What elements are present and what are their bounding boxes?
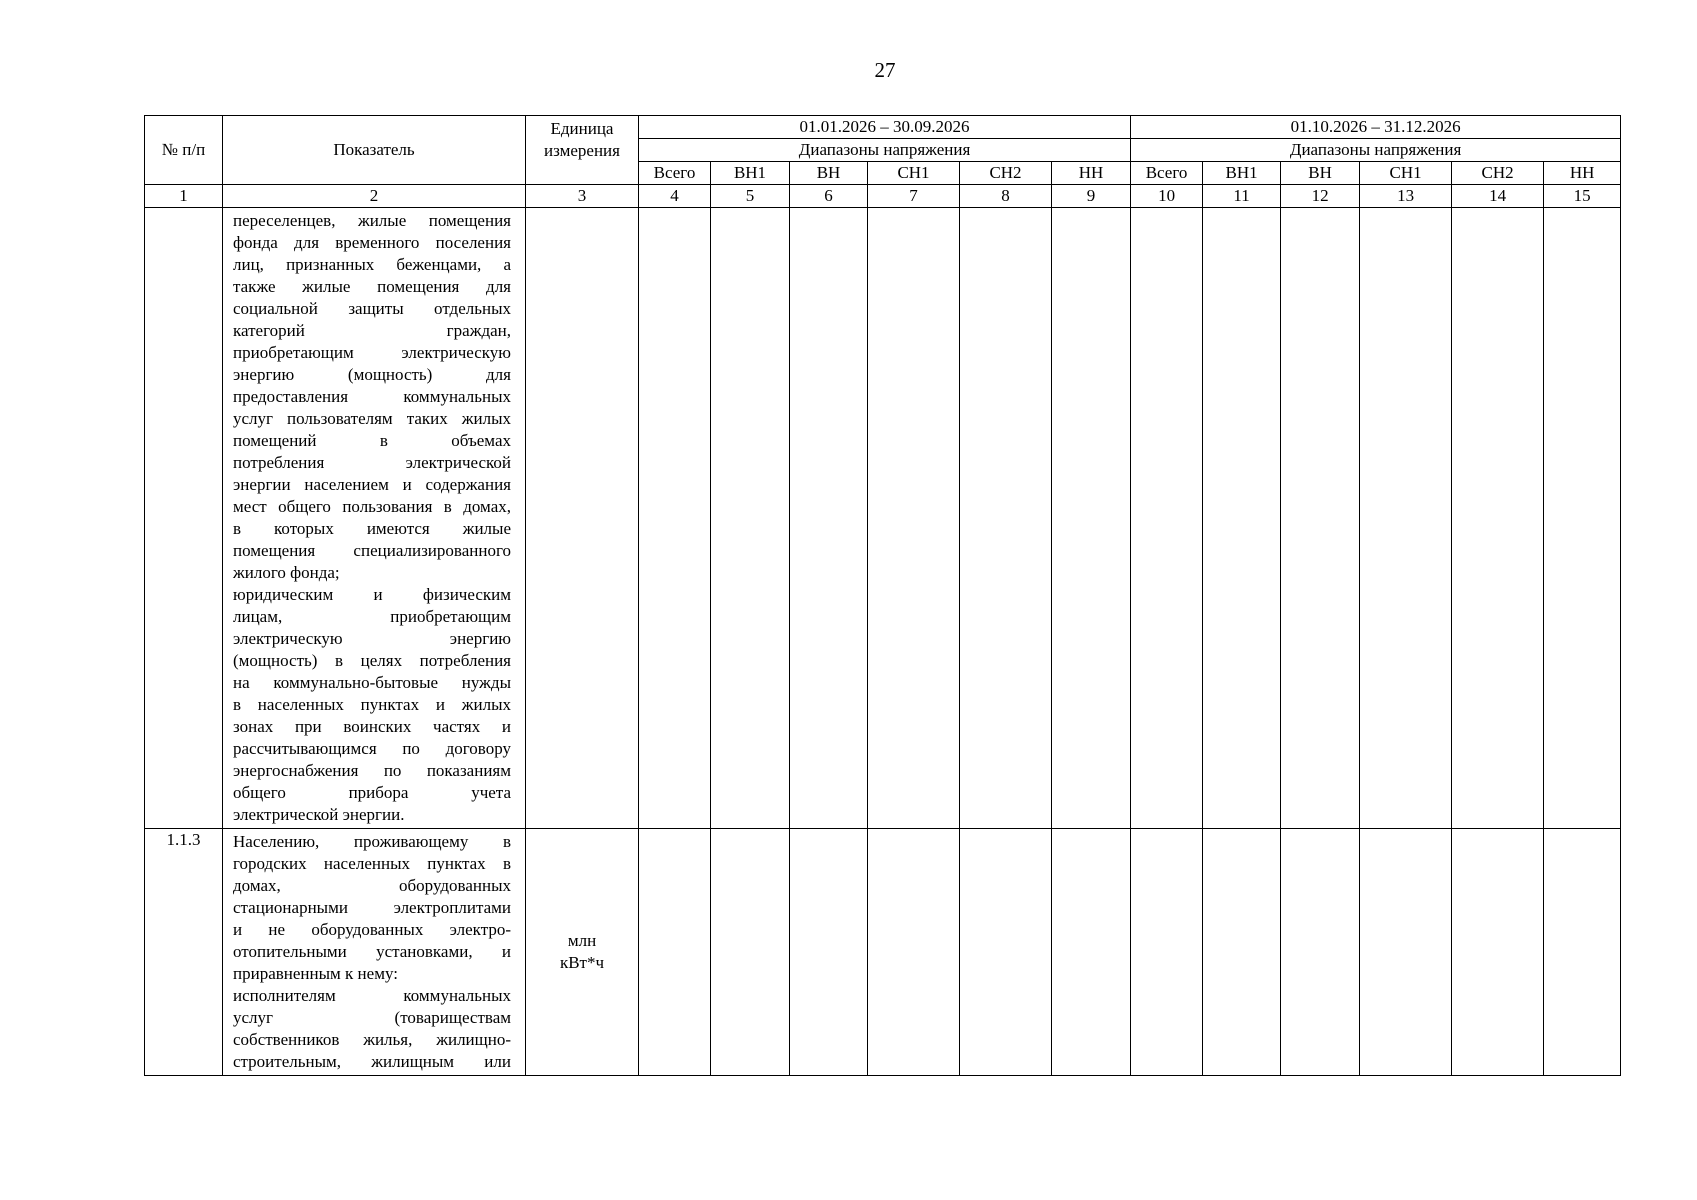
table-row bbox=[145, 829, 1621, 1076]
indicator-line: помещений в объемах bbox=[233, 431, 511, 450]
indicator-line: услуг (товариществам bbox=[233, 1008, 511, 1027]
value-cell bbox=[868, 829, 960, 1076]
value-cell bbox=[1281, 208, 1360, 829]
value-cell bbox=[1203, 208, 1281, 829]
indicator-line: переселенцев, жилые помещения bbox=[233, 211, 511, 230]
value-cell bbox=[1544, 208, 1621, 829]
indicator-line: в населенных пунктах и жилых bbox=[233, 695, 511, 714]
unit-cell bbox=[526, 208, 639, 829]
header-voltage-ranges-1: Диапазоны напряжения bbox=[639, 139, 1131, 162]
indicator-line: стационарными электроплитами bbox=[233, 898, 511, 917]
indicator-line: Населению, проживающему в bbox=[233, 832, 511, 851]
value-cell bbox=[1131, 208, 1203, 829]
indicator-line: лиц, признанных беженцами, а bbox=[233, 255, 511, 274]
value-cell bbox=[1281, 829, 1360, 1076]
value-cell bbox=[1360, 829, 1452, 1076]
indicator-line: энергии населением и содержания bbox=[233, 475, 511, 494]
value-cell bbox=[639, 208, 711, 829]
subcol-vn-2: ВН bbox=[1281, 162, 1360, 185]
unit-cell: млн кВт*ч bbox=[526, 829, 639, 1076]
subcol-sn2-2: СН2 bbox=[1452, 162, 1544, 185]
indicator-text bbox=[223, 208, 526, 829]
subcol-vn-1: ВН bbox=[790, 162, 868, 185]
indicator-line: общего прибора учета bbox=[233, 783, 511, 802]
column-number: 9 bbox=[1052, 185, 1131, 208]
value-cell bbox=[639, 829, 711, 1076]
indicator-line: электрической энергии. bbox=[233, 805, 405, 824]
indicator-line: домах, оборудованных bbox=[233, 876, 511, 895]
column-number: 12 bbox=[1281, 185, 1360, 208]
indicator-line: потребления электрической bbox=[233, 453, 511, 472]
value-cell bbox=[1544, 829, 1621, 1076]
value-cell bbox=[1052, 829, 1131, 1076]
header-col-unit: Единица измерения bbox=[526, 116, 639, 185]
tariff-table bbox=[144, 115, 1621, 1076]
column-number-row bbox=[145, 185, 1621, 208]
subcol-vn1-1: ВН1 bbox=[711, 162, 790, 185]
value-cell bbox=[1131, 829, 1203, 1076]
column-number: 8 bbox=[960, 185, 1052, 208]
column-number: 1 bbox=[145, 185, 223, 208]
row-number bbox=[145, 208, 223, 829]
column-number: 7 bbox=[868, 185, 960, 208]
indicator-line: на коммунально-бытовые нужды bbox=[233, 673, 511, 692]
subcol-total-2: Всего bbox=[1131, 162, 1203, 185]
column-number: 5 bbox=[711, 185, 790, 208]
subcol-nn-1: НН bbox=[1052, 162, 1131, 185]
indicator-line: помещения специализированного bbox=[233, 541, 511, 560]
row-number: 1.1.3 bbox=[145, 829, 223, 1076]
subcol-sn1-2: СН1 bbox=[1360, 162, 1452, 185]
indicator-line: строительным, жилищным или bbox=[233, 1052, 511, 1071]
header-period-1: 01.01.2026 – 30.09.2026 bbox=[639, 116, 1131, 139]
indicator-line: и не оборудованных электро- bbox=[233, 920, 511, 939]
value-cell bbox=[1452, 208, 1544, 829]
indicator-line: (мощность) в целях потребления bbox=[233, 651, 511, 670]
column-number: 3 bbox=[526, 185, 639, 208]
value-cell bbox=[1203, 829, 1281, 1076]
value-cell bbox=[1360, 208, 1452, 829]
column-number: 10 bbox=[1131, 185, 1203, 208]
indicator-line: юридическим и физическим bbox=[233, 585, 511, 604]
header-col-no: № п/п bbox=[145, 116, 223, 185]
column-number: 13 bbox=[1360, 185, 1452, 208]
subcol-sn2-1: СН2 bbox=[960, 162, 1052, 185]
subcol-nn-2: НН bbox=[1544, 162, 1621, 185]
indicator-line: энергию (мощность) для bbox=[233, 365, 511, 384]
indicator-line: отопительными установками, и bbox=[233, 942, 511, 961]
value-cell bbox=[790, 829, 868, 1076]
indicator-line: рассчитывающимся по договору bbox=[233, 739, 511, 758]
value-cell bbox=[960, 829, 1052, 1076]
indicator-text bbox=[223, 829, 526, 1076]
column-number: 4 bbox=[639, 185, 711, 208]
indicator-line: зонах при воинских частях и bbox=[233, 717, 511, 736]
indicator-line: предоставления коммунальных bbox=[233, 387, 511, 406]
subcol-total-1: Всего bbox=[639, 162, 711, 185]
indicator-line: собственников жилья, жилищно- bbox=[233, 1030, 511, 1049]
header-period-2: 01.10.2026 – 31.12.2026 bbox=[1131, 116, 1621, 139]
indicator-line: энергоснабжения по показаниям bbox=[233, 761, 511, 780]
indicator-line: электрическую энергию bbox=[233, 629, 511, 648]
indicator-line: мест общего пользования в домах, bbox=[233, 497, 511, 516]
indicator-line: социальной защиты отдельных bbox=[233, 299, 511, 318]
subcol-vn1-2: ВН1 bbox=[1203, 162, 1281, 185]
column-number: 15 bbox=[1544, 185, 1621, 208]
subcol-sn1-1: СН1 bbox=[868, 162, 960, 185]
page-number: 27 bbox=[874, 58, 896, 82]
indicator-line: приравненным к нему: bbox=[233, 964, 398, 983]
indicator-line: исполнителям коммунальных bbox=[233, 986, 511, 1005]
column-number: 11 bbox=[1203, 185, 1281, 208]
value-cell bbox=[711, 829, 790, 1076]
column-number: 2 bbox=[223, 185, 526, 208]
indicator-line: в которых имеются жилые bbox=[233, 519, 511, 538]
value-cell bbox=[1052, 208, 1131, 829]
indicator-line: категорий граждан, bbox=[233, 321, 511, 340]
value-cell bbox=[711, 208, 790, 829]
indicator-line: лицам, приобретающим bbox=[233, 607, 511, 626]
value-cell bbox=[960, 208, 1052, 829]
value-cell bbox=[868, 208, 960, 829]
header-voltage-ranges-2: Диапазоны напряжения bbox=[1131, 139, 1621, 162]
indicator-line: также жилые помещения для bbox=[233, 277, 511, 296]
indicator-line: услуг пользователям таких жилых bbox=[233, 409, 511, 428]
value-cell bbox=[790, 208, 868, 829]
indicator-line: жилого фонда; bbox=[233, 563, 340, 582]
table-row bbox=[145, 208, 1621, 829]
column-number: 14 bbox=[1452, 185, 1544, 208]
value-cell bbox=[1452, 829, 1544, 1076]
indicator-line: приобретающим электрическую bbox=[233, 343, 511, 362]
column-number: 6 bbox=[790, 185, 868, 208]
indicator-line: фонда для временного поселения bbox=[233, 233, 511, 252]
indicator-line: городских населенных пунктах в bbox=[233, 854, 511, 873]
header-col-indicator: Показатель bbox=[223, 116, 526, 185]
